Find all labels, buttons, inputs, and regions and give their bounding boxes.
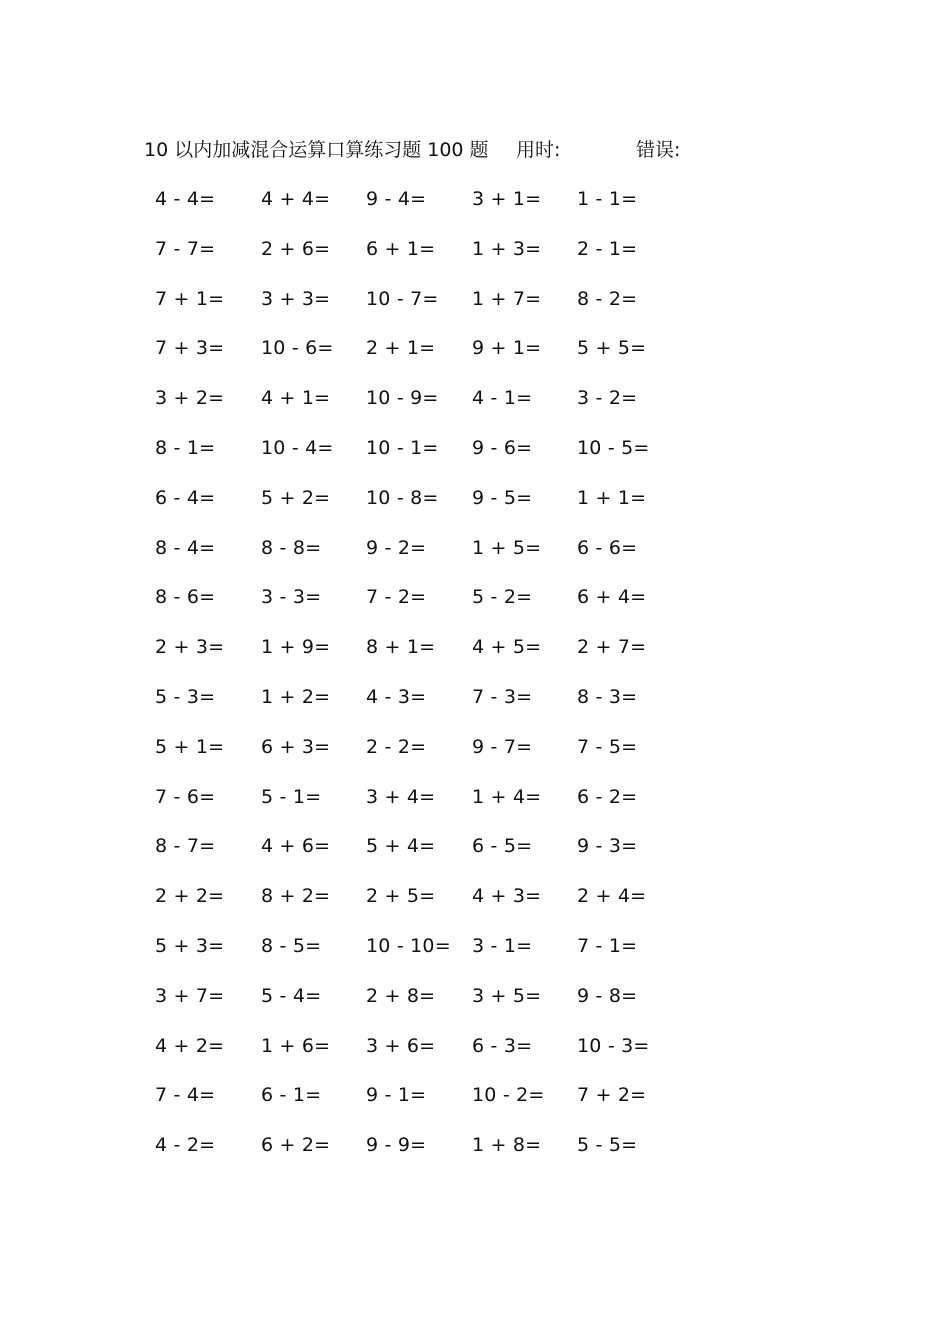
time-used-label: 用时: xyxy=(516,139,561,161)
problem-row xyxy=(150,932,710,982)
arithmetic-problem: 10 - 6= xyxy=(261,337,334,360)
arithmetic-problem: 3 + 2= xyxy=(155,387,225,410)
arithmetic-problem: 2 + 7= xyxy=(577,636,647,659)
arithmetic-problem: 9 - 1= xyxy=(366,1084,427,1107)
arithmetic-problem: 2 - 2= xyxy=(366,735,427,758)
arithmetic-problem: 3 + 1= xyxy=(472,188,542,210)
arithmetic-problem: 7 - 3= xyxy=(472,685,533,708)
arithmetic-problem: 5 - 3= xyxy=(155,685,216,708)
arithmetic-problem: 1 - 1= xyxy=(577,188,638,210)
arithmetic-problem: 1 + 3= xyxy=(472,237,542,260)
arithmetic-problem: 1 + 5= xyxy=(472,536,542,559)
problem-row xyxy=(150,334,710,384)
arithmetic-problem: 9 - 8= xyxy=(577,984,638,1007)
arithmetic-problem: 4 - 3= xyxy=(366,685,427,708)
arithmetic-problem: 3 + 4= xyxy=(366,785,436,808)
arithmetic-problem: 8 + 1= xyxy=(366,636,436,659)
arithmetic-problem: 6 + 4= xyxy=(577,586,647,609)
arithmetic-problem: 4 + 3= xyxy=(472,885,542,908)
arithmetic-problem: 10 - 4= xyxy=(261,436,334,459)
arithmetic-problem: 6 + 3= xyxy=(261,735,331,758)
arithmetic-problem: 4 + 6= xyxy=(261,835,331,858)
problem-row xyxy=(150,982,710,1032)
arithmetic-problem: 3 - 2= xyxy=(577,387,638,410)
arithmetic-problem: 2 + 4= xyxy=(577,885,647,908)
arithmetic-problem: 8 - 7= xyxy=(155,835,216,858)
arithmetic-problem: 8 - 4= xyxy=(155,536,216,559)
arithmetic-problem: 2 - 1= xyxy=(577,237,638,260)
arithmetic-problem: 6 - 5= xyxy=(472,835,533,858)
arithmetic-problem: 8 - 6= xyxy=(155,586,216,609)
arithmetic-problem: 5 - 1= xyxy=(261,785,322,808)
problem-row xyxy=(150,1081,710,1131)
problem-row xyxy=(150,285,710,335)
arithmetic-problem: 2 + 6= xyxy=(261,237,331,260)
problem-row xyxy=(150,434,710,484)
problem-row xyxy=(150,484,710,534)
arithmetic-problem: 1 + 7= xyxy=(472,287,542,310)
arithmetic-problem: 5 + 3= xyxy=(155,934,225,957)
arithmetic-problem: 8 - 1= xyxy=(155,436,216,459)
arithmetic-problem: 4 + 4= xyxy=(261,188,331,210)
arithmetic-problem: 4 + 5= xyxy=(472,636,542,659)
problem-row xyxy=(150,633,710,683)
arithmetic-problem: 8 - 3= xyxy=(577,685,638,708)
arithmetic-problem: 8 - 5= xyxy=(261,934,322,957)
problem-row xyxy=(150,1032,710,1082)
arithmetic-problem: 10 - 1= xyxy=(366,436,439,459)
arithmetic-problem: 5 + 5= xyxy=(577,337,647,360)
arithmetic-problem: 10 - 5= xyxy=(577,436,650,459)
problem-row xyxy=(150,783,710,833)
arithmetic-problem: 4 + 1= xyxy=(261,387,331,410)
arithmetic-problem: 7 - 6= xyxy=(155,785,216,808)
arithmetic-problem: 5 - 2= xyxy=(472,586,533,609)
error-count-label: 错误: xyxy=(636,139,681,161)
arithmetic-problem: 9 - 4= xyxy=(366,188,427,210)
problem-row xyxy=(150,185,710,235)
arithmetic-problem: 2 + 8= xyxy=(366,984,436,1007)
arithmetic-problem: 4 + 2= xyxy=(155,1034,225,1057)
arithmetic-problem: 5 - 4= xyxy=(261,984,322,1007)
arithmetic-problem: 10 - 9= xyxy=(366,387,439,410)
arithmetic-problem: 1 + 4= xyxy=(472,785,542,808)
arithmetic-problem: 4 - 4= xyxy=(155,188,216,210)
arithmetic-problem: 8 - 8= xyxy=(261,536,322,559)
arithmetic-problem: 5 + 1= xyxy=(155,735,225,758)
arithmetic-problem: 6 - 6= xyxy=(577,536,638,559)
arithmetic-problem: 6 - 4= xyxy=(155,486,216,509)
arithmetic-problem: 6 - 1= xyxy=(261,1084,322,1107)
problem-grid xyxy=(150,185,710,1181)
arithmetic-problem: 4 - 1= xyxy=(472,387,533,410)
arithmetic-problem: 7 + 2= xyxy=(577,1084,647,1107)
problem-row xyxy=(150,583,710,633)
arithmetic-problem: 5 + 4= xyxy=(366,835,436,858)
arithmetic-problem: 10 - 10= xyxy=(366,934,451,957)
arithmetic-problem: 10 - 7= xyxy=(366,287,439,310)
problem-row xyxy=(150,1131,710,1181)
arithmetic-problem: 7 - 1= xyxy=(577,934,638,957)
arithmetic-problem: 9 - 9= xyxy=(366,1134,427,1157)
problem-row xyxy=(150,534,710,584)
arithmetic-problem: 9 - 5= xyxy=(472,486,533,509)
arithmetic-problem: 2 + 3= xyxy=(155,636,225,659)
arithmetic-problem: 9 - 3= xyxy=(577,835,638,858)
arithmetic-problem: 7 - 7= xyxy=(155,237,216,260)
arithmetic-problem: 1 + 1= xyxy=(577,486,647,509)
arithmetic-problem: 7 - 5= xyxy=(577,735,638,758)
arithmetic-problem: 2 + 5= xyxy=(366,885,436,908)
arithmetic-problem: 3 + 5= xyxy=(472,984,542,1007)
arithmetic-problem: 8 - 2= xyxy=(577,287,638,310)
problem-row xyxy=(150,384,710,434)
arithmetic-problem: 6 + 1= xyxy=(366,237,436,260)
arithmetic-problem: 1 + 2= xyxy=(261,685,331,708)
arithmetic-problem: 6 + 2= xyxy=(261,1134,331,1157)
arithmetic-problem: 6 - 3= xyxy=(472,1034,533,1057)
worksheet-title: 10 以内加减混合运算口算练习题 100 题 xyxy=(144,139,489,161)
arithmetic-problem: 3 - 1= xyxy=(472,934,533,957)
arithmetic-problem: 10 - 3= xyxy=(577,1034,650,1057)
arithmetic-problem: 9 - 6= xyxy=(472,436,533,459)
arithmetic-problem: 2 + 1= xyxy=(366,337,436,360)
arithmetic-problem: 6 - 2= xyxy=(577,785,638,808)
arithmetic-problem: 3 + 3= xyxy=(261,287,331,310)
problem-row xyxy=(150,683,710,733)
arithmetic-problem: 2 + 2= xyxy=(155,885,225,908)
arithmetic-problem: 9 - 2= xyxy=(366,536,427,559)
problem-row xyxy=(150,235,710,285)
arithmetic-problem: 7 - 2= xyxy=(366,586,427,609)
arithmetic-problem: 5 - 5= xyxy=(577,1134,638,1157)
problem-row xyxy=(150,832,710,882)
arithmetic-problem: 3 + 7= xyxy=(155,984,225,1007)
arithmetic-problem: 7 - 4= xyxy=(155,1084,216,1107)
arithmetic-problem: 10 - 8= xyxy=(366,486,439,509)
arithmetic-problem: 7 + 1= xyxy=(155,287,225,310)
arithmetic-problem: 1 + 6= xyxy=(261,1034,331,1057)
problem-row xyxy=(150,882,710,932)
arithmetic-problem: 5 + 2= xyxy=(261,486,331,509)
problem-row xyxy=(150,733,710,783)
arithmetic-problem: 3 - 3= xyxy=(261,586,322,609)
arithmetic-problem: 9 + 1= xyxy=(472,337,542,360)
arithmetic-problem: 1 + 8= xyxy=(472,1134,542,1157)
arithmetic-problem: 7 + 3= xyxy=(155,337,225,360)
arithmetic-problem: 3 + 6= xyxy=(366,1034,436,1057)
arithmetic-problem: 9 - 7= xyxy=(472,735,533,758)
arithmetic-problem: 8 + 2= xyxy=(261,885,331,908)
arithmetic-problem: 1 + 9= xyxy=(261,636,331,659)
arithmetic-problem: 4 - 2= xyxy=(155,1134,216,1157)
arithmetic-problem: 10 - 2= xyxy=(472,1084,545,1107)
